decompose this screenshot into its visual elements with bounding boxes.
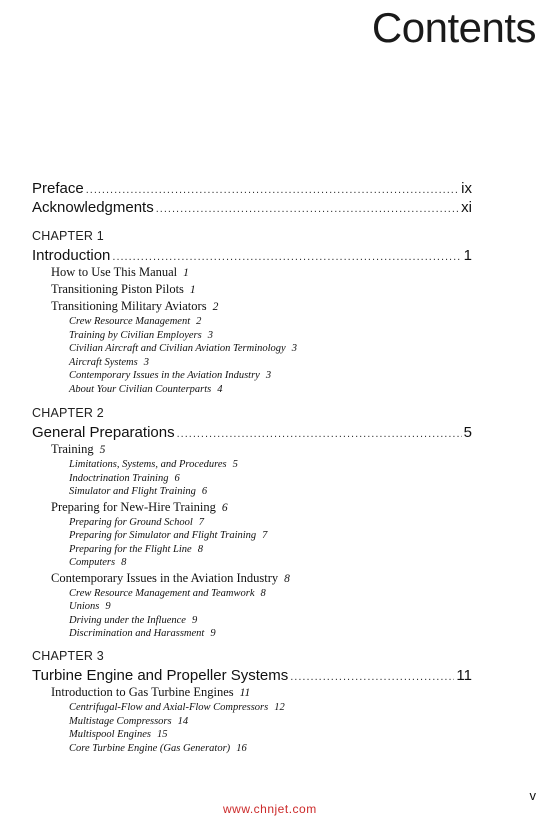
subsection-entry[interactable]: Multistage Compressors 14 [69,715,189,727]
watermark: www.chnjet.com [223,802,317,816]
page-title: Contents [371,4,536,51]
leader-dots [290,671,454,683]
chapter-1 [32,229,472,396]
subsection-entry[interactable]: Crew Resource Management and Teamwork 8 [69,587,266,599]
subsection-entry[interactable]: Civilian Aircraft and Civilian Aviation Terminology 3 [69,343,297,354]
section-entry[interactable]: Transitioning Piston Pilots 1 [51,282,196,296]
subsection-entry[interactable]: Multispool Engines 15 [69,729,168,740]
subsection-entry[interactable]: Core Turbine Engine (Gas Generator) 16 [69,742,247,754]
chapter-label: CHAPTER 1 [32,229,104,243]
section-entry[interactable]: Training 5 [51,442,106,456]
entry-page: ix [461,180,472,197]
chapter-label: CHAPTER 2 [32,406,104,420]
chapter-title: General Preparations [32,424,175,441]
leader-dots [177,428,462,440]
section-entry[interactable]: Preparing for New-Hire Training 6 [51,499,228,514]
front-matter [32,180,472,218]
subsection-entry[interactable]: Preparing for Ground School 7 [69,516,205,528]
chapter-title-row[interactable] [32,667,472,684]
page-number: v [529,788,536,803]
entry-title: Preface [32,180,84,197]
subsection-entry[interactable]: Unions 9 [69,601,111,612]
chapter-title: Turbine Engine and Propeller Systems [32,667,289,684]
subsection-entry[interactable]: Preparing for the Flight Line 8 [69,543,203,555]
chapter-label: CHAPTER 3 [32,649,104,663]
chapter-title: Introduction [32,247,111,264]
chapter-page: 5 [463,424,472,441]
subsection-entry[interactable]: Preparing for Simulator and Flight Training 7 [69,530,268,541]
toc-entry-preface[interactable] [32,180,472,199]
subsection-entry[interactable]: Computers 8 [69,557,127,568]
section-entry[interactable]: Transitioning Military Aviators 2 [51,299,219,313]
subsection-entry[interactable]: Contemporary Issues in the Aviation Industry 3 [69,370,272,381]
subsection-entry[interactable]: Aircraft Systems 3 [69,356,149,368]
entry-page: xi [461,199,472,216]
subsection-entry[interactable]: Indoctrination Training 6 [69,472,180,484]
leader-dots [156,203,459,215]
subsection-entry[interactable]: Discrimination and Harassment 9 [69,628,216,639]
chapter-page: 1 [463,247,472,264]
leader-dots [112,251,461,263]
subsection-entry[interactable]: Driving under the Influence 9 [69,614,198,626]
section-entry[interactable]: Contemporary Issues in the Aviation Industry 8 [51,570,290,585]
chapter-page: 11 [456,667,472,684]
leader-dots [86,184,459,196]
section-entry[interactable]: Introduction to Gas Turbine Engines 11 [51,685,251,699]
chapter-title-row[interactable] [32,424,472,441]
toc-entry-acknowledgments[interactable] [32,199,472,218]
subsection-entry[interactable]: Simulator and Flight Training 6 [69,486,208,497]
chapter-3 [32,649,472,755]
subsection-entry[interactable]: Centrifugal-Flow and Axial-Flow Compressors 12 [69,702,285,713]
chapter-2 [32,406,472,641]
subsection-entry[interactable]: Training by Civilian Employers 3 [69,329,213,341]
subsection-entry[interactable]: About Your Civilian Counterparts 4 [69,383,223,395]
section-entry[interactable]: How to Use This Manual 1 [51,265,189,279]
chapter-title-row[interactable] [32,247,472,264]
entry-title: Acknowledgments [32,199,154,216]
subsection-entry[interactable]: Limitations, Systems, and Procedures 5 [69,459,238,470]
subsection-entry[interactable]: Crew Resource Management 2 [69,316,202,327]
